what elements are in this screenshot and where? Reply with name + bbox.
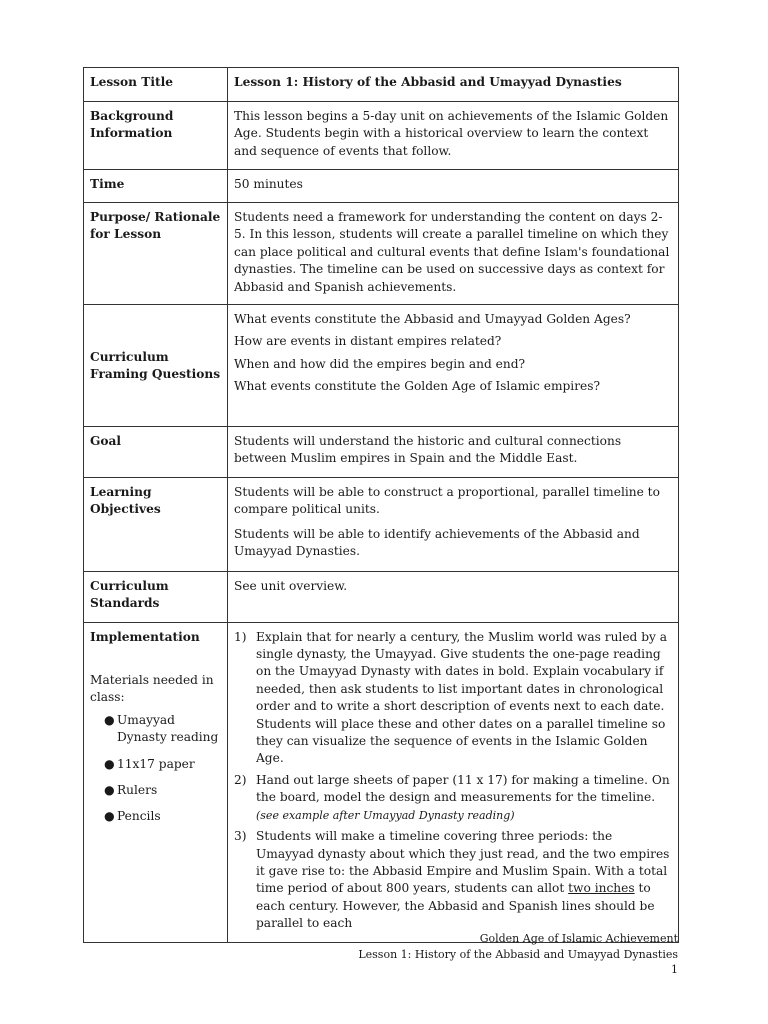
step-text: Students will make a timeline covering three periods: the Umayyad dynasty about which they just read, and the two empires it gave rise to: the Abbasid Empire and Muslim Spain. With a total time period of about 800 years, students can allot <box>256 829 670 896</box>
step-note: (see example after Umayyad Dynasty reading) <box>256 808 515 822</box>
footer-lesson-title: Lesson 1: History of the Abbasid and Umayyad Dynasties <box>358 947 678 961</box>
page-footer <box>358 931 678 978</box>
time-label: Time <box>84 170 228 203</box>
row-implementation <box>84 622 679 942</box>
implementation-label: Implementation <box>90 629 200 644</box>
framing-question: When and how did the empires begin and end? <box>234 356 526 371</box>
material-item: ● Umayyad Dynasty reading <box>104 712 219 745</box>
step-number: 3) <box>234 829 247 844</box>
lesson-title-value: Lesson 1: History of the Abbasid and Umayyad Dynasties <box>228 68 679 102</box>
framing-question: How are events in distant empires related? <box>234 334 502 349</box>
implementation-steps <box>228 622 679 942</box>
time-value: 50 minutes <box>228 170 679 203</box>
row-lesson-title <box>84 68 679 102</box>
background-value: This lesson begins a 5-day unit on achievements of the Islamic Golden Age. Students begin with a historical overview to learn the context and sequence of events that follow. <box>228 102 679 170</box>
goal-label: Goal <box>84 427 228 478</box>
material-item: ● Rulers <box>90 782 221 799</box>
row-framing-questions <box>84 305 679 427</box>
framing-questions <box>228 305 679 427</box>
objectives-list <box>228 478 679 572</box>
bullet-icon: ● <box>104 809 115 824</box>
material-item: ● Pencils <box>90 808 221 825</box>
framing-question: What events constitute the Abbasid and Umayyad Golden Ages? <box>234 312 631 326</box>
step-item <box>234 629 672 768</box>
step-item <box>234 772 672 824</box>
goal-value: Students will understand the historic and cultural connections between Muslim empires in Spain and the Middle East. <box>228 427 679 478</box>
materials-list <box>90 712 221 826</box>
step-text: to each century. However, the Abbasid and Spanish lines should be parallel to each <box>256 881 655 931</box>
purpose-label: Purpose/ Rationale for Lesson <box>84 203 228 305</box>
material-item: ● 11x17 paper <box>90 756 221 773</box>
background-label: Background Information <box>84 102 228 170</box>
footer-unit-title: Golden Age of Islamic Achievement <box>479 932 678 945</box>
materials-heading: Materials needed in class: <box>90 673 214 705</box>
step-text: Hand out large sheets of paper (11 x 17) for making a timeline. On the board, model the design and measurements for the timeline. <box>256 772 670 805</box>
row-goal <box>84 427 679 478</box>
framing-question: What events constitute the Golden Age of Islamic empires? <box>234 379 601 394</box>
step-number: 2) <box>234 772 247 787</box>
standards-label: Curriculum Standards <box>84 571 228 622</box>
bullet-icon: ● <box>104 712 115 727</box>
row-background <box>84 102 679 170</box>
row-time <box>84 170 679 203</box>
purpose-value: Students need a framework for understanding the content on days 2-5. In this lesson, students will create a parallel timeline on which they can place political and cultural events that define Islam's foundational dynasties. The timeline can be used on successive days as context for Abbasid and Spanish achievements. <box>228 203 679 305</box>
lesson-title-label: Lesson Title <box>84 68 228 102</box>
row-learning-objectives <box>84 478 679 572</box>
row-standards <box>84 571 679 622</box>
page-number: 1 <box>671 963 678 976</box>
step-number: 1) <box>234 629 247 644</box>
standards-value: See unit overview. <box>228 571 679 622</box>
step-underlined-text: two inches <box>568 881 635 896</box>
objectives-label: Learning Objectives <box>84 478 228 572</box>
row-purpose <box>84 203 679 305</box>
lesson-plan-table <box>83 67 679 943</box>
bullet-icon: ● <box>104 783 115 798</box>
step-text: Explain that for nearly a century, the Muslim world was ruled by a single dynasty, the Umayyad. Give students the one-page reading on the Umayyad Dynasty with dates in bold. Explain vocabulary if needed, then ask students to list important dates in chronological order and to write a short description of events next to each date. Students will place these and other dates on a parallel timeline so they can visualize the sequence of events in the Islamic Golden Age. <box>256 629 668 766</box>
bullet-icon: ● <box>104 756 115 771</box>
step-item <box>234 828 672 932</box>
objective-item: Students will be able to identify achievements of the Abbasid and Umayyad Dynasties. <box>234 526 640 559</box>
objective-item: Students will be able to construct a proportional, parallel timeline to compare political units. <box>234 485 660 517</box>
implementation-cell <box>84 622 228 942</box>
framing-label: Curriculum Framing Questions <box>84 305 228 427</box>
